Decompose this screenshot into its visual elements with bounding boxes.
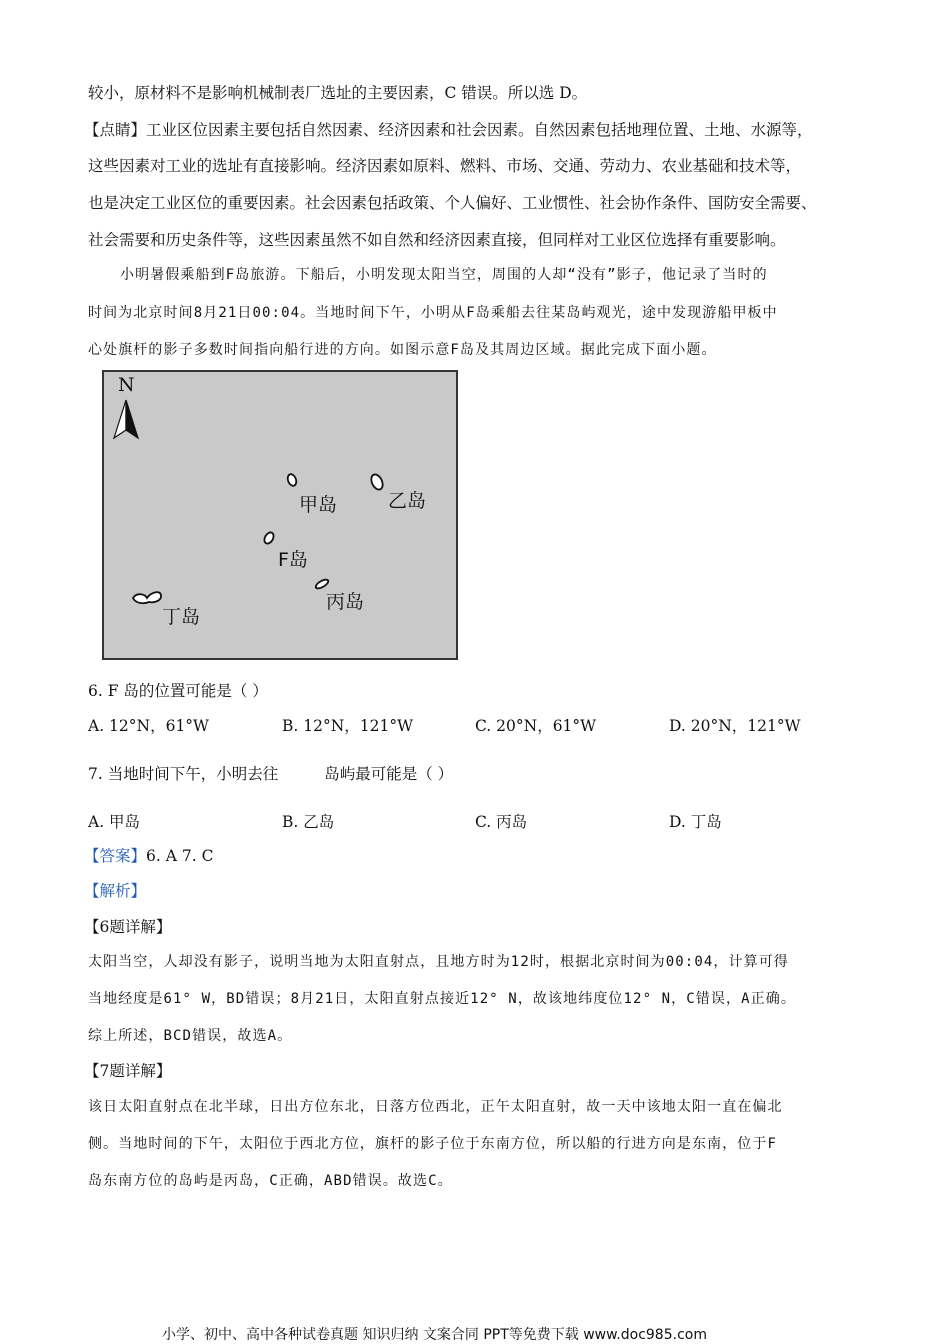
island-yi-label: 乙岛 [388, 490, 427, 512]
passage-line-1: 小明暑假乘船到F岛旅游。下船后，小明发现太阳当空，周围的人却“没有”影子，他记录了当时的 [120, 267, 768, 283]
answer-text: 6. A 7. C [146, 847, 214, 865]
island-ding-label: 丁岛 [162, 606, 201, 628]
detail-7-tag: 【7题详解】 [84, 1062, 172, 1080]
page-footer: 小学、初中、高中各种试卷真题 知识归纳 文案合同 PPT等免费下载 www.doc985.com [162, 1327, 707, 1343]
north-arrow-left-icon [114, 400, 126, 438]
q7-option-b: B. 乙岛 [282, 813, 335, 831]
detail-7-line-1: 该日太阳直射点在北半球，日出方位东北，日落方位西北，正午太阳直射，故一天中该地太阳一直在偏北 [88, 1099, 783, 1115]
island-f-shape [263, 531, 276, 545]
q7-stem [88, 764, 453, 784]
analysis-tag: 【解析】 [84, 882, 147, 900]
detail-7-line-3: 岛东南方位的岛屿是丙岛，C正确，ABD错误。故选C。 [88, 1173, 453, 1189]
q6-option-a: A. 12°N，61°W [88, 717, 209, 735]
island-ding-shape [133, 592, 161, 603]
q7-stem-part-1: 7. 当地时间下午，小明去往 [88, 765, 279, 783]
island-bing-label: 丙岛 [326, 591, 365, 613]
answer-line [84, 846, 213, 866]
detail-6-tag: 【6题详解】 [84, 918, 172, 936]
detail-6-line-1: 太阳当空，人却没有影子，说明当地为太阳直射点，且地方时为12时，根据北京时间为00:04，计算可得 [88, 954, 789, 970]
q6-option-d: D. 20°N，121°W [669, 717, 801, 735]
detail-6-line-2: 当地经度是61° W，BD错误；8月21日，太阳直射点接近12° N，故该地纬度位12° N，C错误，A正确。 [88, 991, 796, 1007]
text-line-3: 这些因素对工业的选址有直接影响。经济因素如原料、燃料、市场、交通、劳动力、农业基础和技术等， [88, 157, 802, 175]
q7-option-d: D. 丁岛 [669, 813, 722, 831]
q7-option-a: A. 甲岛 [88, 813, 141, 831]
dianjing-line-1 [84, 120, 813, 140]
island-yi-shape [369, 473, 385, 492]
island-jia-shape [286, 473, 298, 487]
q6-option-b: B. 12°N，121°W [282, 717, 414, 735]
detail-7-line-2: 侧。当地时间的下午，太阳位于西北方位，旗杆的影子位于东南方位，所以船的行进方向是东南，位于F [88, 1136, 778, 1152]
text-line-4: 也是决定工业区位的重要因素。社会因素包括政策、个人偏好、工业惯性、社会协作条件、国防安全需要、 [88, 194, 817, 212]
q6-option-c: C. 20°N，61°W [475, 717, 597, 735]
island-jia-label: 甲岛 [299, 494, 338, 516]
map-drawing [104, 372, 456, 658]
passage-line-2: 时间为北京时间8月21日00:04。当地时间下午，小明从F岛乘船去往某岛屿观光，途中发现游船甲板中 [88, 305, 778, 321]
island-f-label: F岛 [278, 549, 308, 571]
dianjing-text: 工业区位因素主要包括自然因素、经济因素和社会因素。自然因素包括地理位置、土地、水源等， [146, 121, 813, 139]
q7-stem-part-2: 岛屿最可能是（ ） [324, 765, 454, 783]
text-line-1: 较小，原材料不是影响机械制表厂选址的主要因素，C 错误。所以选 D。 [88, 84, 588, 102]
north-label: N [118, 374, 135, 396]
q7-option-c: C. 丙岛 [475, 813, 528, 831]
detail-6-line-3: 综上所述，BCD错误，故选A。 [88, 1028, 293, 1044]
q6-stem: 6. F 岛的位置可能是（ ） [88, 682, 268, 700]
text-line-5: 社会需要和历史条件等，这些因素虽然不如自然和经济因素直接，但同样对工业区位选择有重要影响。 [88, 231, 786, 249]
answer-tag: 【答案】 [84, 847, 147, 865]
island-map [102, 370, 458, 660]
passage-line-3: 心处旗杆的影子多数时间指向船行进的方向。如图示意F岛及其周边区域。据此完成下面小题。 [88, 342, 717, 358]
north-arrow-right-icon [126, 400, 138, 438]
dianjing-tag: 【点睛】 [84, 121, 147, 139]
